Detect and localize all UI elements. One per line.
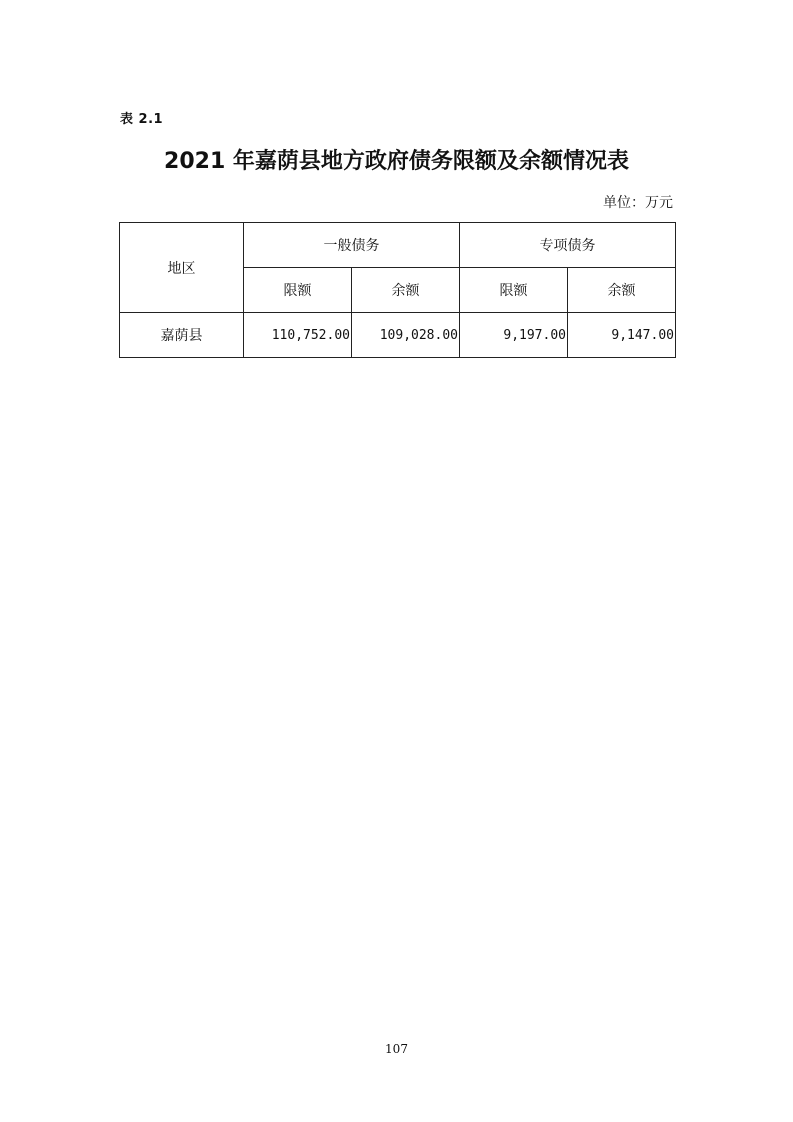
special-balance-header: 余额 <box>568 268 676 313</box>
region-header: 地区 <box>120 223 244 313</box>
general-limit-cell: 110,752.00 <box>244 313 352 358</box>
table-row <box>120 313 676 358</box>
special-limit-header: 限额 <box>460 268 568 313</box>
page-title: 2021 年嘉荫县地方政府债务限额及余额情况表 <box>164 149 629 174</box>
general-debt-header: 一般债务 <box>244 223 460 268</box>
unit-note: 单位：万元 <box>603 195 673 211</box>
region-cell: 嘉荫县 <box>120 313 244 358</box>
general-limit-header: 限额 <box>244 268 352 313</box>
special-balance-cell: 9,147.00 <box>568 313 676 358</box>
general-balance-header: 余额 <box>352 268 460 313</box>
header-row-groups <box>120 223 676 268</box>
debt-table <box>119 222 676 358</box>
table-label: 表 2.1 <box>120 112 164 127</box>
general-balance-cell: 109,028.00 <box>352 313 460 358</box>
special-limit-cell: 9,197.00 <box>460 313 568 358</box>
special-debt-header: 专项债务 <box>460 223 676 268</box>
page-number: 107 <box>385 1042 408 1056</box>
